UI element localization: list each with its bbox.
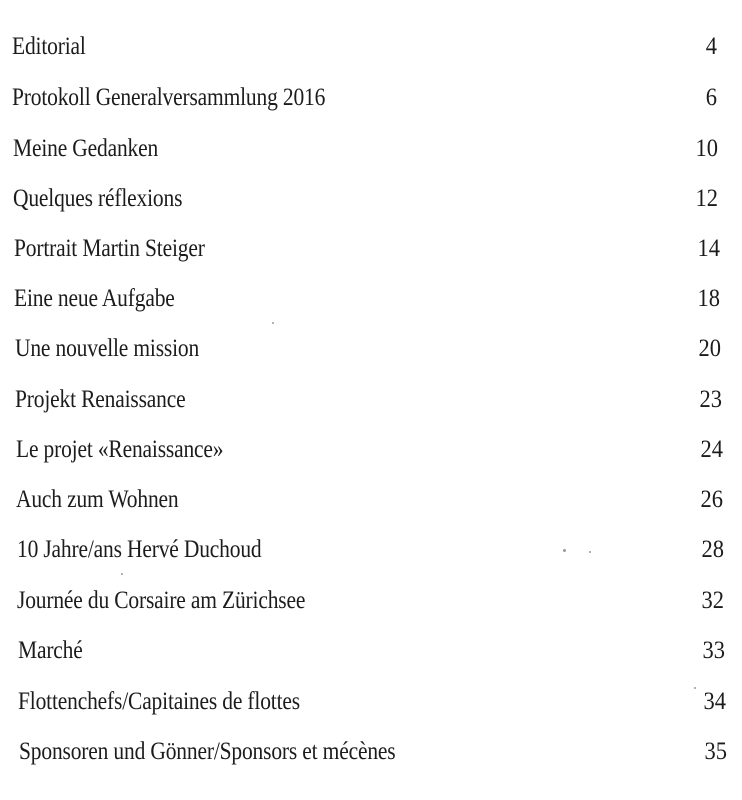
toc-entry-une-nouvelle-mission — [15, 329, 721, 369]
scan-speck — [589, 551, 591, 553]
toc-entry-page: 10 — [695, 135, 718, 162]
scan-speck — [272, 322, 274, 324]
toc-entry-sponsoren — [19, 732, 727, 772]
toc-entry-title: Portrait Martin Steiger — [14, 235, 205, 262]
toc-entry-title: 10 Jahre/ans Hervé Duchoud — [17, 536, 262, 563]
toc-entry-title: Journée du Corsaire am Zürichsee — [17, 587, 306, 614]
toc-entry-page: 26 — [700, 486, 723, 513]
toc-entry-title: Meine Gedanken — [13, 135, 159, 162]
toc-entry-auch-zum-wohnen — [16, 480, 723, 520]
toc-entry-title: Sponsoren und Gönner/Sponsors et mécènes — [19, 738, 396, 765]
toc-entry-title: Eine neue Aufgabe — [14, 285, 175, 312]
toc-entry-meine-gedanken — [13, 129, 718, 169]
toc-entry-title: Marché — [18, 637, 83, 664]
toc-entry-title: Une nouvelle mission — [15, 335, 200, 362]
toc-entry-editorial — [12, 27, 717, 67]
toc-entry-page: 4 — [705, 33, 717, 60]
scan-speck — [563, 549, 566, 552]
toc-entry-eine-neue-aufgabe — [14, 279, 720, 319]
toc-entry-page: 23 — [699, 386, 722, 413]
toc-entry-title: Editorial — [12, 33, 86, 60]
toc-entry-page: 6 — [705, 84, 717, 111]
toc-entry-page: 12 — [695, 185, 718, 212]
toc-entry-journee-du-corsaire — [17, 581, 724, 621]
toc-entry-projekt-renaissance — [15, 380, 722, 420]
toc-entry-page: 35 — [704, 738, 727, 765]
scan-speck — [694, 687, 696, 689]
toc-entry-page: 20 — [698, 335, 721, 362]
toc-entry-page: 18 — [697, 285, 720, 312]
toc-entry-quelques-reflexions — [13, 179, 718, 219]
toc-entry-page: 28 — [701, 536, 724, 563]
toc-entry-page: 34 — [703, 688, 726, 715]
toc-entry-marche — [18, 631, 725, 671]
toc-entry-title: Flottenchefs/Capitaines de flottes — [18, 688, 300, 715]
toc-entry-title: Quelques réflexions — [13, 185, 183, 212]
toc-entry-le-projet-renaissance — [16, 430, 723, 470]
toc-entry-title: Le projet «Renaissance» — [16, 436, 224, 463]
toc-entry-page: 32 — [701, 587, 724, 614]
toc-entry-title: Auch zum Wohnen — [16, 486, 179, 513]
toc-entry-flottenchefs — [18, 682, 726, 722]
toc-entry-page: 24 — [700, 436, 723, 463]
toc-entry-protokoll — [12, 78, 717, 118]
toc-entry-title: Projekt Renaissance — [15, 386, 186, 413]
toc-entry-page: 14 — [697, 235, 720, 262]
toc-entry-page: 33 — [702, 637, 725, 664]
toc-entry-title: Protokoll Generalversammlung 2016 — [12, 84, 326, 111]
toc-entry-10-jahre — [17, 530, 724, 570]
toc-entry-portrait — [14, 229, 720, 269]
scan-speck — [121, 573, 123, 575]
